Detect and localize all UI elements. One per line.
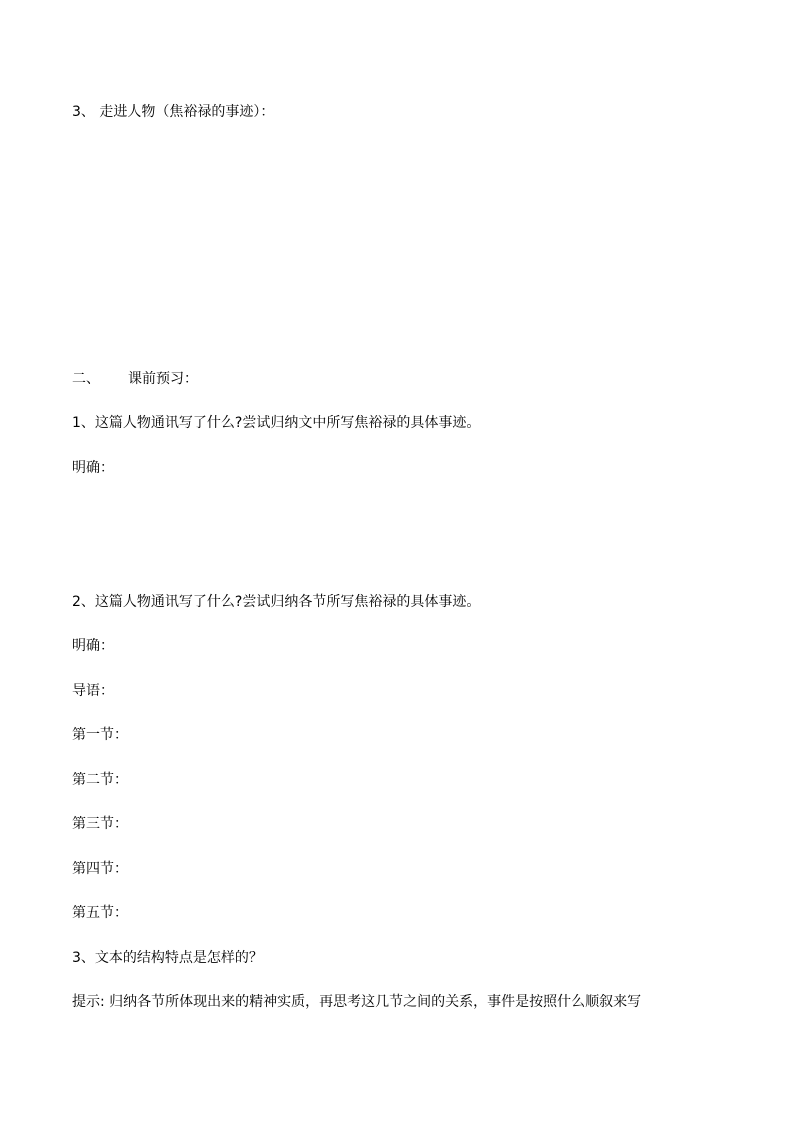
section-title: 课前预习： xyxy=(128,371,198,387)
part-section-4: 第四节： xyxy=(72,861,128,877)
part-section-2: 第二节： xyxy=(72,772,128,788)
part-section-1: 第一节： xyxy=(72,727,128,743)
part-section-5: 第五节： xyxy=(72,905,128,921)
question-2-answer-label: 明确： xyxy=(72,638,114,654)
question-3-hint: 提示: 归纳各节所体现出来的精神实质，再思考这几节之间的关系，事件是按照什么顺叙来写 xyxy=(72,994,642,1010)
question-1-answer-label: 明确： xyxy=(72,460,114,476)
part-intro: 导语： xyxy=(72,683,114,699)
part-section-3: 第三节： xyxy=(72,816,128,832)
question-2: 2、这篇人物通讯写了什么?尝试归纳各节所写焦裕禄的具体事迹。 xyxy=(72,594,481,610)
item-3-heading: 3、 走进人物（焦裕禄的事迹）： xyxy=(72,104,275,120)
section-number: 二、 xyxy=(72,371,100,387)
question-1: 1、这篇人物通讯写了什么?尝试归纳文中所写焦裕禄的具体事迹。 xyxy=(72,415,481,431)
section-2-heading xyxy=(72,369,198,389)
question-3: 3、文本的结构特点是怎样的？ xyxy=(72,950,263,966)
